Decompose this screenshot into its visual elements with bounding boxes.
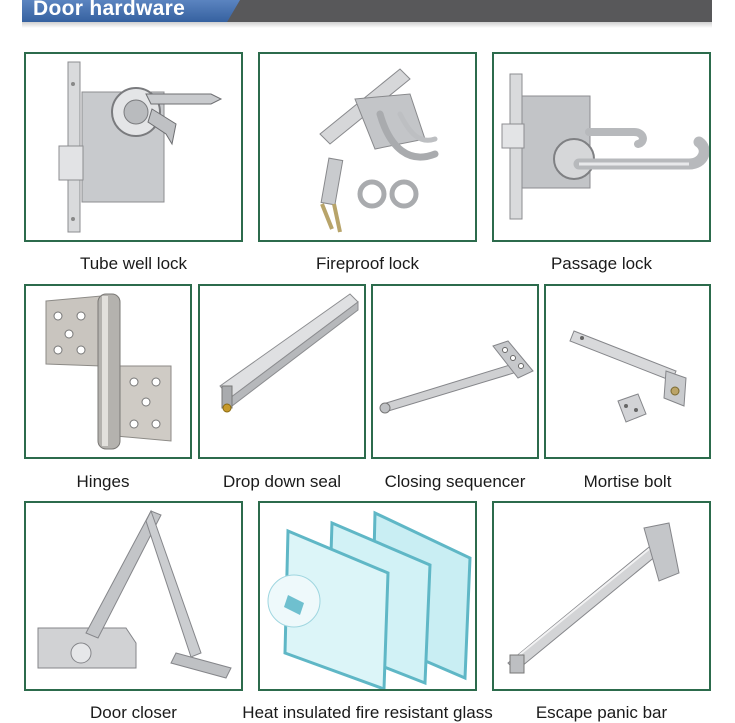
fire-resistant-glass-image [260,503,475,689]
product-card-closing-sequencer[interactable] [371,284,539,459]
product-label: Closing sequencer [384,472,526,491]
product-card-hinges[interactable] [24,284,192,459]
product-label: Mortise bolt [583,472,672,491]
product-card-door-closer[interactable] [24,501,243,691]
tube-well-lock-image [26,54,241,240]
product-card-escape-panic-bar[interactable] [492,501,711,691]
product-label: Fireproof lock [316,254,419,273]
product-label: Heat insulated fire resistant glass [242,703,493,722]
fireproof-lock-image [260,54,475,240]
product-label: Escape panic bar [535,703,668,722]
closing-sequencer-image [373,286,537,457]
product-label: Hinges [76,472,130,491]
product-label: Door closer [90,703,177,722]
product-label: Tube well lock [79,254,188,273]
drop-down-seal-image [200,286,364,457]
passage-lock-image [494,54,709,240]
product-card-fire-resistant-glass[interactable] [258,501,477,691]
header-shadow [22,22,712,28]
product-card-drop-down-seal[interactable] [198,284,366,459]
product-card-passage-lock[interactable] [492,52,711,242]
door-closer-image [26,503,241,689]
product-label: Passage lock [550,254,653,273]
product-card-fireproof-lock[interactable] [258,52,477,242]
product-label: Drop down seal [222,472,342,491]
mortise-bolt-image [546,286,709,457]
product-card-tube-well-lock[interactable] [24,52,243,242]
product-card-mortise-bolt[interactable] [544,284,711,459]
hinges-image [26,286,190,457]
escape-panic-bar-image [494,503,709,689]
section-title: Door hardware [33,0,186,20]
